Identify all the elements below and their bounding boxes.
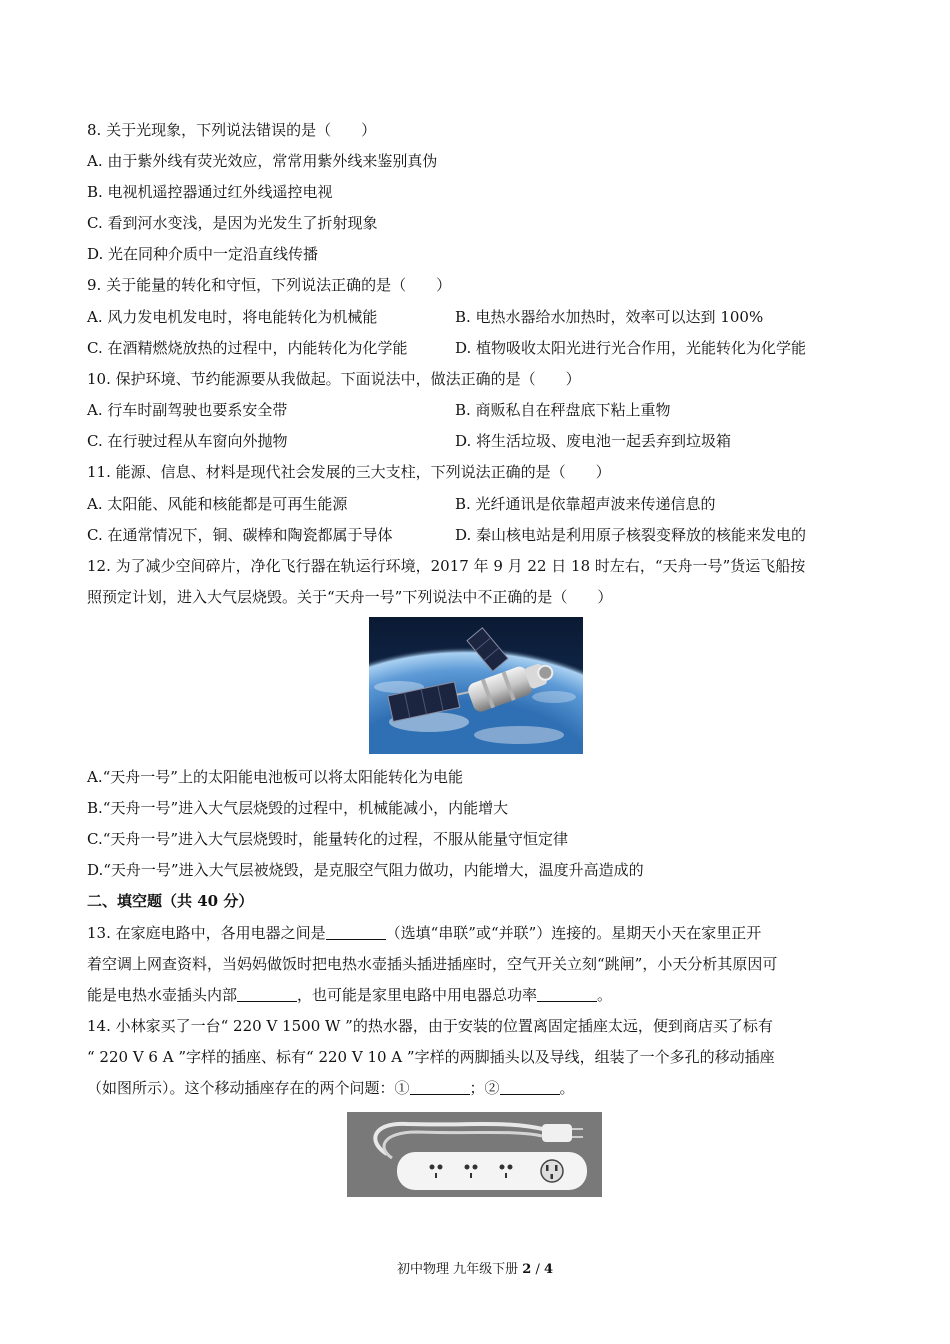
q11-option-d: D. 秦山核电站是利用原子核裂变释放的核能来发电的 xyxy=(455,526,807,544)
q14-line3-end: 。 xyxy=(559,1079,575,1097)
q13-line3-end: 。 xyxy=(597,986,613,1004)
q10-stem: 10. 保护环境、节约能源要从我做起。下面说法中，做法正确的是（ ） xyxy=(87,370,581,388)
q12-stem-line2: 照预定计划，进入大气层烧毁。关于“天舟一号”下列说法中不正确的是（ ） xyxy=(87,588,613,606)
q14-line1: 14. 小林家买了一台“ 220 V 1500 W ”的热水器，由于安装的位置离固定插座太远，便到商店买了标有 xyxy=(87,1017,773,1035)
q11-stem: 11. 能源、信息、材料是现代社会发展的三大支柱，下列说法正确的是（ ） xyxy=(87,463,611,481)
q12-option-d: D.“天舟一号”进入大气层被烧毁，是克服空气阻力做功，内能增大，温度升高造成的 xyxy=(87,861,644,879)
q14-line3 xyxy=(87,1077,575,1099)
q13-line2: 着空调上网查资料，当妈妈做饭时把电热水壶插头插进插座时，空气开关立刻“跳闸”，小天分析其原因可 xyxy=(87,955,778,973)
q12-stem-line1: 12. 为了减少空间碎片，净化飞行器在轨运行环境，2017 年 9 月 22 日 18 时左右，“天舟一号”货运飞船按 xyxy=(87,557,806,575)
q13-line3 xyxy=(87,984,612,1006)
q10-option-a: A. 行车时副驾驶也要系安全带 xyxy=(87,401,288,419)
spacecraft-photo xyxy=(369,617,583,754)
q14-line3-mid: ；② xyxy=(469,1079,500,1097)
q13-line1 xyxy=(87,922,761,944)
q14-line3-start: （如图所示）。这个移动插座存在的两个问题：① xyxy=(87,1079,410,1097)
q10-option-b: B. 商贩私自在秤盘底下粘上重物 xyxy=(455,401,671,419)
q9-option-b: B. 电热水器给水加热时，效率可以达到 100% xyxy=(455,308,764,326)
footer-course: 初中物理 九年级下册 xyxy=(396,1262,519,1277)
q13-blank-3 xyxy=(537,985,597,1002)
q9-option-d: D. 植物吸收太阳光进行光合作用，光能转化为化学能 xyxy=(455,339,807,357)
q14-blank-2 xyxy=(500,1078,560,1095)
q10-option-c: C. 在行驶过程从车窗向外抛物 xyxy=(87,432,288,450)
q13-blank-1 xyxy=(326,923,386,940)
q13-blank-2 xyxy=(237,985,297,1002)
section-heading: 二、填空题（共 40 分） xyxy=(87,892,254,910)
footer-page-number: 2 xyxy=(522,1262,532,1277)
q13-line1-end: （选填“串联”或“并联”）连接的。星期天小天在家里正开 xyxy=(385,924,762,942)
page-footer xyxy=(0,1258,950,1277)
q12-option-c: C.“天舟一号”进入大气层烧毁时，能量转化的过程，不服从能量守恒定律 xyxy=(87,830,569,848)
q14-blank-1 xyxy=(410,1078,470,1095)
q8-option-a: A. 由于紫外线有荧光效应，常常用紫外线来鉴别真伪 xyxy=(87,152,438,170)
q14-line2: “ 220 V 6 A ”字样的插座、标有“ 220 V 10 A ”字样的两脚插头以及导线，组装了一个多孔的移动插座 xyxy=(87,1048,775,1066)
q11-option-c: C. 在通常情况下，铜、碳棒和陶瓷都属于导体 xyxy=(87,526,393,544)
footer-total-pages: 4 xyxy=(543,1262,554,1277)
q9-option-c: C. 在酒精燃烧放热的过程中，内能转化为化学能 xyxy=(87,339,408,357)
q8-option-d: D. 光在同种介质中一定沿直线传播 xyxy=(87,245,319,263)
q11-option-a: A. 太阳能、风能和核能都是可再生能源 xyxy=(87,495,348,513)
q12-option-b: B.“天舟一号”进入大气层烧毁的过程中，机械能减小，内能增大 xyxy=(87,799,509,817)
q9-option-a: A. 风力发电机发电时，将电能转化为机械能 xyxy=(87,308,378,326)
q9-stem: 9. 关于能量的转化和守恒，下列说法正确的是（ ） xyxy=(87,276,452,294)
q13-line3-mid: ，也可能是家里电路中用电器总功率 xyxy=(297,986,538,1004)
q10-option-d: D. 将生活垃圾、废电池一起丢弃到垃圾箱 xyxy=(455,432,732,450)
q8-stem: 8. 关于光现象，下列说法错误的是（ ） xyxy=(87,121,377,139)
q12-option-a: A.“天舟一号”上的太阳能电池板可以将太阳能转化为电能 xyxy=(87,768,463,786)
footer-separator: / xyxy=(531,1262,544,1277)
q8-option-b: B. 电视机遥控器通过红外线遥控电视 xyxy=(87,183,333,201)
q11-option-b: B. 光纤通讯是依靠超声波来传递信息的 xyxy=(455,495,716,513)
q13-line3-start: 能是电热水壶插头内部 xyxy=(87,986,238,1004)
power-strip-photo xyxy=(347,1112,602,1197)
q13-line1-start: 13. 在家庭电路中，各用电器之间是 xyxy=(87,924,326,942)
q8-option-c: C. 看到河水变浅，是因为光发生了折射现象 xyxy=(87,214,378,232)
